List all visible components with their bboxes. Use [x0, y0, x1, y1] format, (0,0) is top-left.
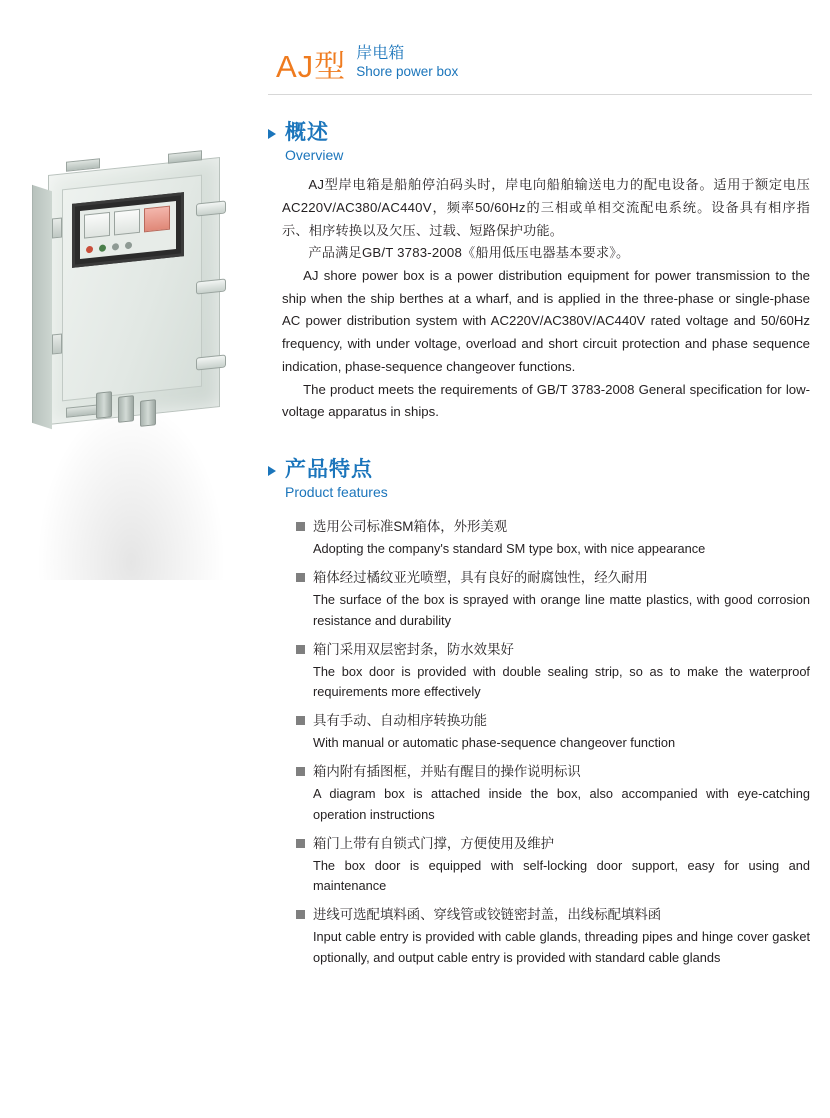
feature-text-cn: 箱门上带有自锁式门撑，方便使用及维护 [313, 835, 555, 851]
product-photo [18, 148, 242, 438]
feature-cn-row [296, 762, 810, 782]
feature-cn-row [296, 568, 810, 588]
product-image-column [0, 0, 258, 1118]
features-heading-cn: 产品特点 [285, 457, 373, 481]
features-list [268, 509, 812, 968]
square-bullet-icon [296, 522, 305, 531]
feature-cn-row [296, 517, 810, 537]
feature-text-cn: 箱门采用双层密封条，防水效果好 [313, 641, 514, 657]
instrument-panel-inner [80, 201, 176, 259]
feature-text-en: Input cable entry is provided with cable glands, threading pipes and hinge cover gasket optionally, and output cable entry is provided with standard cable glands [313, 929, 810, 965]
door-hinge-icon [52, 333, 62, 354]
cabinet-side-panel [32, 185, 52, 429]
list-item [296, 517, 810, 560]
door-latch-icon [196, 200, 226, 216]
phase-indicator-icon [144, 206, 170, 233]
overview-paragraph-en-1: AJ shore power box is a power distribution equipment for power transmission to the ship when the ship berthes at a wharf, and is applied in the three-phase or single-phase AC power distribution system with AC220V/AC380V/AC440V rated voltage and 50/60Hz frequency, with under voltage, overload and short circuit protection and phase sequence indication, phase-sequence changeover functions. [282, 268, 810, 374]
features-heading-en: Product features [285, 484, 388, 501]
cable-gland-icon [140, 399, 156, 427]
square-bullet-icon [296, 839, 305, 848]
product-name-block [356, 44, 458, 82]
product-name-en: Shore power box [356, 64, 459, 79]
square-bullet-icon [296, 716, 305, 725]
square-bullet-icon [296, 573, 305, 582]
photo-shadow [36, 400, 226, 580]
cable-gland-icon [118, 395, 134, 423]
selector-knob-icon [125, 242, 132, 250]
section-overview [268, 121, 812, 424]
feature-cn-row [296, 640, 810, 660]
list-item [296, 640, 810, 704]
product-model: AJ型 [276, 48, 347, 84]
features-heading [268, 458, 812, 501]
square-bullet-icon [296, 910, 305, 919]
list-item [296, 568, 810, 632]
feature-text-cn: 选用公司标准SM箱体，外形美观 [313, 519, 508, 535]
list-item [296, 834, 810, 898]
instrument-panel [72, 192, 184, 268]
feature-text-cn: 箱内附有插图框，并贴有醒目的操作说明标识 [313, 764, 581, 780]
door-hinge-icon [52, 217, 62, 238]
indicator-lamp-red-icon [86, 246, 93, 254]
square-bullet-icon [296, 767, 305, 776]
list-item [296, 905, 810, 969]
indicator-lamp-green-icon [99, 244, 106, 252]
feature-text-cn: 进线可选配填料函、穿线管或铰链密封盖，出线标配填料函 [313, 907, 662, 923]
cable-gland-icon [96, 391, 112, 419]
triangle-bullet-icon [268, 129, 276, 139]
overview-paragraph-cn-1: AJ型岸电箱是船舶停泊码头时，岸电向船舶输送电力的配电设备。适用于额定电压AC220V/AC380/AC440V，频率50/60Hz的三相或单相交流配电系统。设备具有相序指示、相序转换以及欠压、过载、短路保护功能。 [282, 177, 810, 238]
overview-paragraph-en-2: The product meets the requirements of GB/T 3783-2008 General specification for low-voltage apparatus in ships. [282, 381, 810, 420]
list-item [296, 762, 810, 826]
feature-text-cn: 具有手动、自动相序转换功能 [313, 713, 488, 729]
triangle-bullet-icon [268, 466, 276, 476]
selector-knob-icon [112, 243, 119, 251]
feature-cn-row [296, 905, 810, 925]
page-title [268, 44, 812, 95]
ammeter-icon [114, 209, 140, 236]
feature-text-en: The surface of the box is sprayed with orange line matte plastics, with good corrosion resistance and durability [313, 592, 810, 628]
overview-heading-cn: 概述 [285, 120, 329, 144]
feature-text-en: The box door is equipped with self-locking door support, easy for using and maintenance [313, 857, 810, 894]
feature-text-cn: 箱体经过橘纹亚光喷塑，具有良好的耐腐蚀性，经久耐用 [313, 570, 648, 586]
content-column [258, 0, 830, 1118]
panel-knob-row [86, 242, 132, 254]
feature-text-en: A diagram box is attached inside the box, also accompanied with eye-catching operation instructions [313, 786, 810, 822]
voltmeter-icon [84, 212, 110, 239]
overview-body [268, 172, 812, 424]
section-features [268, 458, 812, 969]
door-latch-icon [196, 354, 226, 370]
feature-text-en: Adopting the company's standard SM type box, with nice appearance [313, 541, 706, 557]
feature-text-en: The box door is provided with double sealing strip, so as to make the waterproof requirements more effectively [313, 663, 810, 700]
feature-cn-row [296, 711, 810, 731]
overview-heading-en: Overview [285, 147, 344, 164]
overview-heading [268, 121, 812, 164]
product-name-cn: 岸电箱 [356, 45, 405, 62]
overview-paragraph-cn-2: 产品满足GB/T 3783-2008《船用低压电器基本要求》。 [308, 245, 630, 261]
feature-text-en: With manual or automatic phase-sequence changeover function [313, 735, 676, 751]
feature-cn-row [296, 834, 810, 854]
list-item [296, 711, 810, 754]
door-latch-icon [196, 278, 226, 294]
square-bullet-icon [296, 645, 305, 654]
